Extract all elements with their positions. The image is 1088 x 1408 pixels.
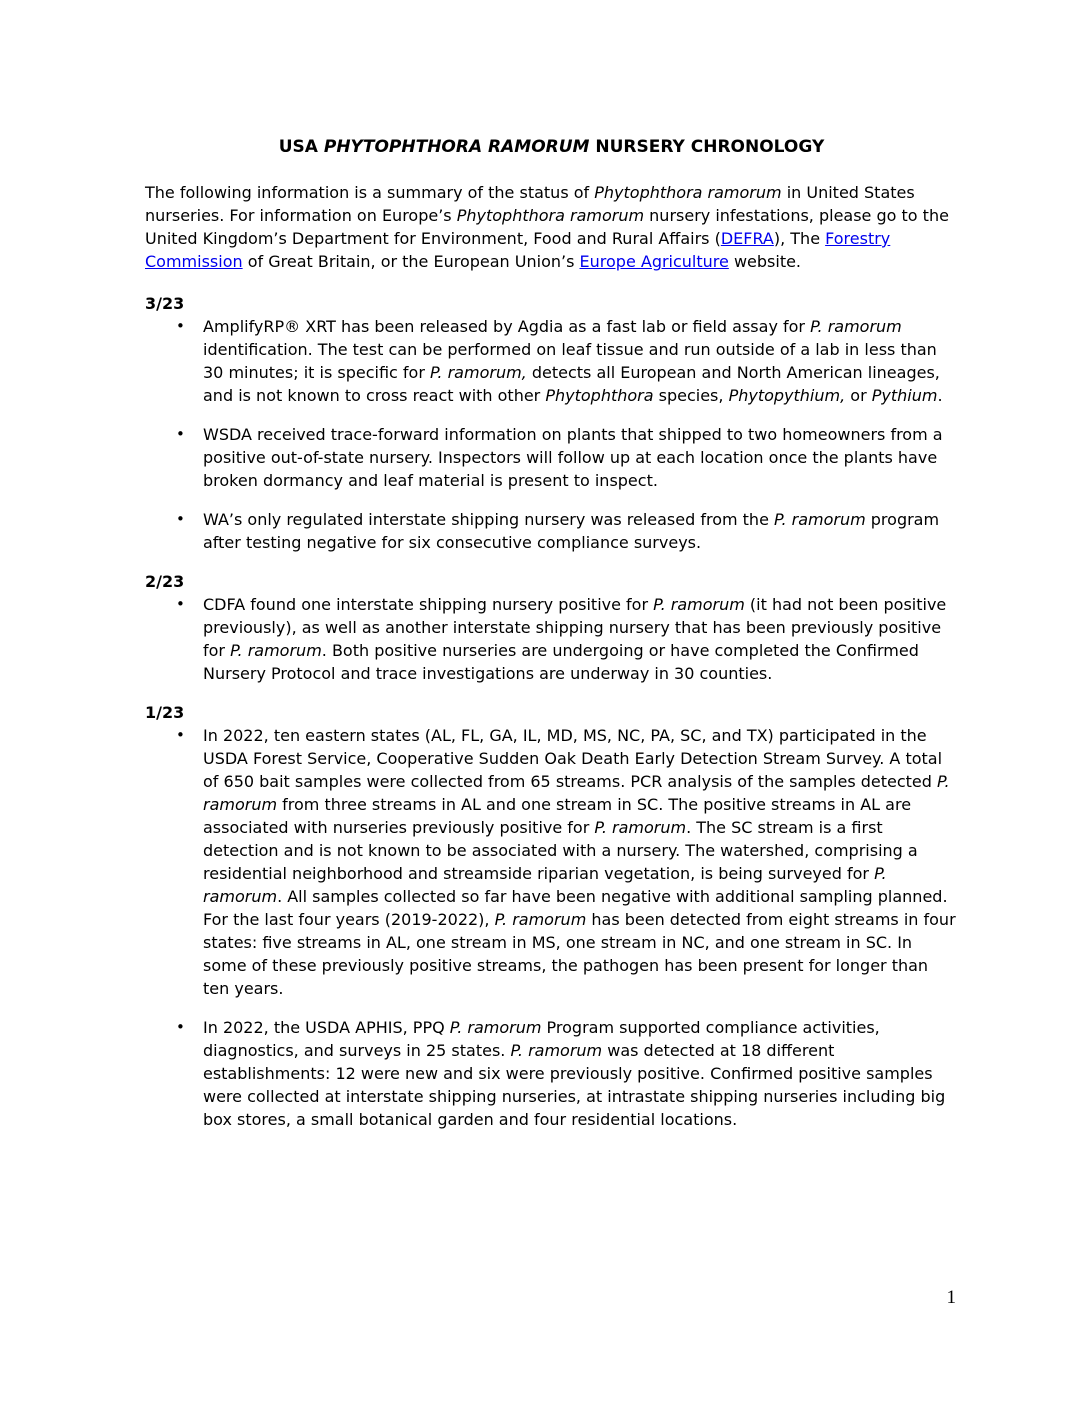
bullet-item xyxy=(203,724,958,1000)
text-segment: P. ramorum xyxy=(494,910,587,929)
text-segment: USA xyxy=(278,137,324,157)
bullet-item xyxy=(203,508,958,554)
section-date-heading: 1/23 xyxy=(145,703,185,722)
text-segment: P. ramorum xyxy=(203,864,887,906)
section-date-heading: 3/23 xyxy=(145,294,185,313)
text-segment: Phytophthora ramorum xyxy=(456,206,645,225)
text-segment: identification. The test can be performed on leaf tissue and run outside of a lab in less than 30 minutes; it is specific for xyxy=(203,340,937,382)
bullet-list xyxy=(145,315,958,554)
intro-paragraph xyxy=(145,181,958,273)
bullet-item xyxy=(203,315,958,407)
chronology-section-3-23 xyxy=(145,292,958,554)
text-segment: in United States nurseries. For information on Europe’s xyxy=(145,183,915,225)
text-segment: nursery infestations, please go to the United Kingdom’s Department for Environment, Food and Rural Affairs ( xyxy=(145,206,949,248)
text-segment: ), The xyxy=(773,229,826,248)
chronology-section-2-23 xyxy=(145,570,958,685)
bullet-list xyxy=(145,724,958,1131)
link-defra[interactable]: DEFRA xyxy=(720,229,774,248)
text-segment: P. ramorum xyxy=(810,317,902,336)
text-segment: Pythium xyxy=(871,386,938,405)
text-segment: PHYTOPHTHORA RAMORUM xyxy=(323,137,590,157)
text-segment: from three streams in AL and one stream in SC. The positive streams in AL are associated with nurseries previously positive for xyxy=(203,795,912,837)
text-segment: program after testing negative for six consecutive compliance surveys. xyxy=(203,510,940,552)
text-segment: NURSERY CHRONOLOGY xyxy=(589,137,825,157)
text-segment: P. ramorum xyxy=(230,641,322,660)
text-segment: . The SC stream is a first detection and is not known to be associated with a nursery. The watershed, comprising a residential neighborhood and streamside riparian vegetation, is being surveyed for xyxy=(203,818,918,883)
chronology-section-1-23 xyxy=(145,701,958,1131)
text-segment: P. ramorum xyxy=(510,1041,603,1060)
bullet-list xyxy=(145,593,958,685)
text-segment: . All samples collected so far have been negative with additional sampling planned. For the last four years (2019-2022), xyxy=(203,887,948,929)
page-number: 1 xyxy=(946,1287,956,1308)
bullet-item xyxy=(203,1016,958,1131)
text-segment: In 2022, ten eastern states (AL, FL, GA, IL, MD, MS, NC, PA, SC, and TX) participated in the USDA Forest Service, Cooperative Sudden Oak Death Early Detection Stream Survey. A total of 650 bait samples were collected from 65 streams. PCR analysis of the samples detected xyxy=(203,726,943,791)
text-segment: . Both positive nurseries are undergoing or have completed the Confirmed Nursery Protocol and trace investigations are underway in 30 counties. xyxy=(203,641,919,683)
text-segment: website. xyxy=(728,252,802,271)
text-segment: species, xyxy=(653,386,729,405)
text-segment: of Great Britain, or the European Union’s xyxy=(242,252,580,271)
bullet-item xyxy=(203,593,958,685)
text-segment: P. ramorum, xyxy=(429,363,527,382)
bullet-item xyxy=(203,423,958,492)
text-segment: CDFA found one interstate shipping nursery positive for xyxy=(203,595,654,614)
text-segment: (it had not been positive previously), as well as another interstate shipping nursery that has been previously positive for xyxy=(203,595,947,660)
text-segment: Phytophthora xyxy=(545,386,654,405)
text-segment: P. ramorum xyxy=(774,510,866,529)
text-segment: The following information is a summary of the status of xyxy=(145,183,595,202)
text-segment: WSDA received trace-forward information on plants that shipped to two homeowners from a positive out-of-state nursery. Inspectors will follow up at each location once the plants have broken dormancy and leaf material is present to inspect. xyxy=(203,425,943,490)
page-title xyxy=(145,136,958,159)
text-segment: detects all European and North American lineages, and is not known to cross react with other xyxy=(203,363,940,405)
text-segment: Phytopythium, xyxy=(728,386,846,405)
section-date-heading: 2/23 xyxy=(145,572,185,591)
text-segment: P. ramorum xyxy=(203,772,950,814)
link-forestry-commission[interactable]: Forestry Commission xyxy=(145,229,891,271)
text-segment: Phytophthora ramorum xyxy=(594,183,782,202)
text-segment: P. ramorum xyxy=(594,818,687,837)
link-europe-agriculture[interactable]: Europe Agriculture xyxy=(579,252,729,271)
text-segment: AmplifyRP® XRT has been released by Agdia as a fast lab or field assay for xyxy=(203,317,811,336)
text-segment: or xyxy=(845,386,872,405)
text-segment: . xyxy=(937,386,943,405)
sections-container xyxy=(145,292,958,1131)
text-segment: P. ramorum xyxy=(449,1018,542,1037)
text-segment: In 2022, the USDA APHIS, PPQ xyxy=(203,1018,450,1037)
text-segment: Program supported compliance activities, diagnostics, and surveys in 25 states. xyxy=(203,1018,880,1060)
text-segment: WA’s only regulated interstate shipping nursery was released from the xyxy=(203,510,774,529)
text-segment: was detected at 18 different establishments: 12 were new and six were previously positive. Confirmed positive samples were collected at interstate shipping nurseries, at intrastate shipping nurseries including big box stores, a small botanical garden and four residential locations. xyxy=(203,1041,946,1129)
text-segment: has been detected from eight streams in four states: five streams in AL, one stream in MS, one stream in NC, and one stream in SC. In some of these previously positive streams, the pathogen has been present for longer than ten years. xyxy=(203,910,956,998)
text-segment: P. ramorum xyxy=(653,595,745,614)
